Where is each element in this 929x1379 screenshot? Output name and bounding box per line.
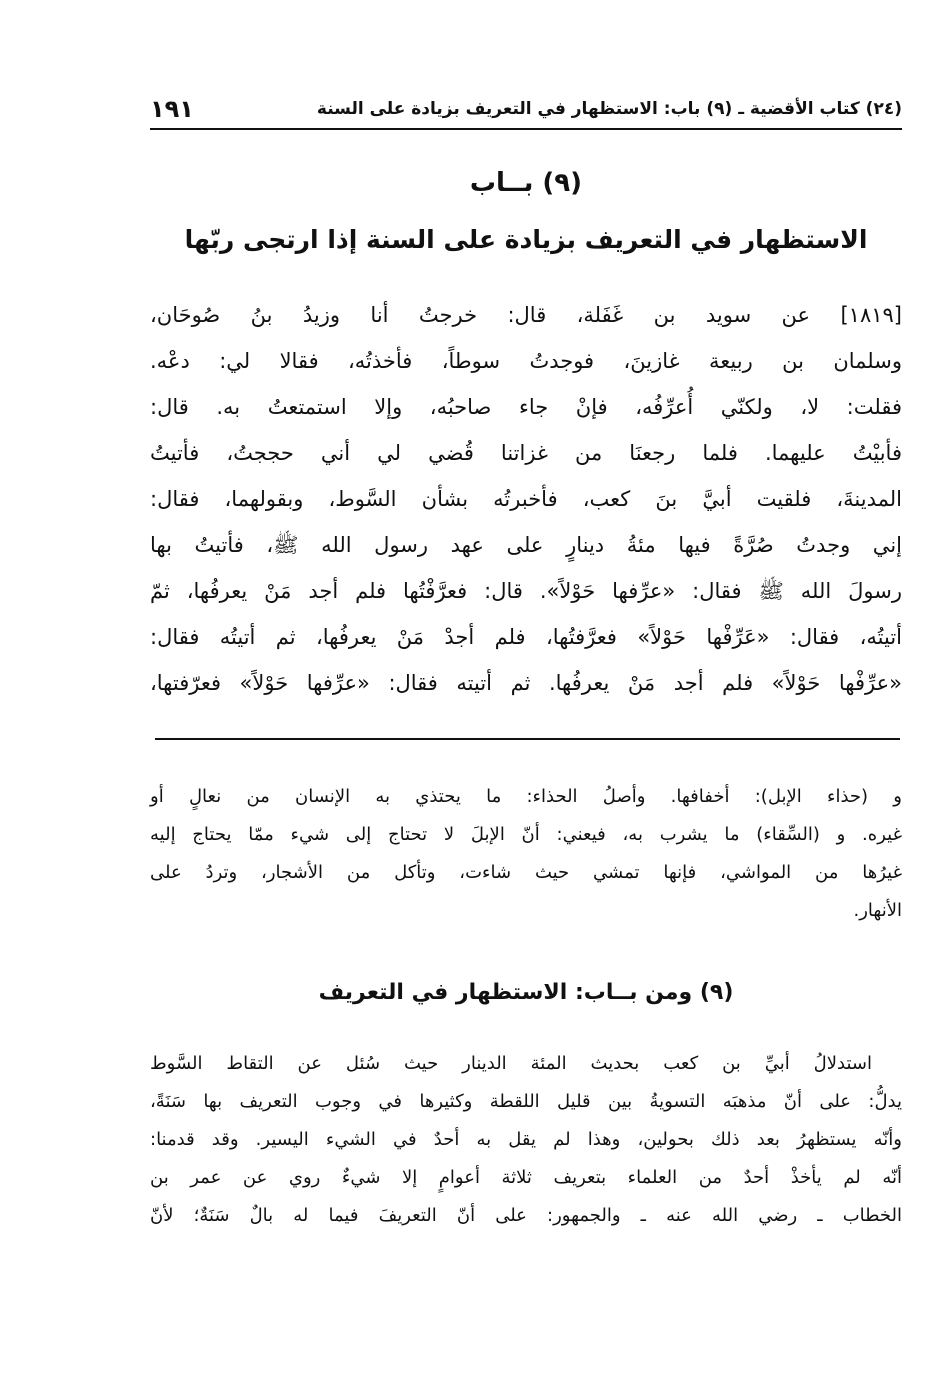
text-line: فأبيْتُ عليهما. فلما رجعنَا من غزاتنا قُضي لي أني حججتُ، فأتيتُ: [150, 441, 902, 465]
header-rule: [150, 128, 902, 130]
hadith-text: [150, 292, 902, 706]
text-line: فقلت: لا، ولكنّي أُعرِّفُه، فإنْ جاء صاحبُه، وإلا استمتعتُ به. قال:: [150, 395, 902, 419]
running-head: (٢٤) كتاب الأقضية ـ (٩) باب: الاستظهار في التعريف بزيادة على السنة: [316, 99, 902, 119]
section-title: (٩) ومن بــاب: الاستظهار في التعريف: [318, 980, 734, 1005]
commentary-line: الخطاب ـ رضي الله عنه ـ والجمهور: على أنّ التعريفَ فيما له بالٌ سَنَةٌ؛ لأنّ: [150, 1205, 902, 1226]
text-line: رسولَ الله ﷺ فقال: «عرِّفها حَوْلاً». قال: فعرَّفْتُها فلم أجد مَنْ يعرفُها، ثمّ: [150, 579, 902, 603]
page-number: ١٩١: [150, 95, 194, 123]
chapter-title: الاستظهار في التعريف بزيادة على السنة إذا ارتجى ربّها: [184, 225, 868, 254]
commentary-line: أنّه لم يأخذْ أحدٌ من العلماء بتعريف ثلاثة أعوامٍ إلا شيءٌ روي عن عمر بن: [150, 1167, 902, 1188]
section-separator: [155, 738, 900, 740]
text-line: وسلمان بن ربيعة غازينَ، فوجدتُ سوطاً، فأخذتُه، فقالا لي: دعْه.: [150, 349, 902, 373]
page-header: [150, 92, 902, 126]
chapter-label: (٩) بــاب: [469, 168, 583, 198]
text-line: [١٨١٩] عن سويد بن غَفَلة، قال: خرجتُ أنا وزيدُ بنُ صُوحَان،: [150, 303, 902, 327]
text-line: «عرِّفْها حَوْلاً» فلم أجد مَنْ يعرفُها. ثم أتيته فقال: «عرِّفها حَوْلاً» فعرّفتها،: [150, 671, 902, 695]
note-text: [150, 778, 902, 930]
commentary-line: استدلالُ أبيِّ بن كعب بحديث المئة الدينار حيث سُئل عن التقاط السَّوط: [150, 1053, 872, 1074]
note-line: الأنهار.: [853, 900, 902, 921]
commentary-line: يدلُّ: على أنّ مذهبَه التسويةُ بين قليل اللقطة وكثيرها في وجوب التعريف بها سَنَةً،: [150, 1091, 902, 1112]
text-line: المدينةَ، فلقيت أبيَّ بنَ كعب، فأخبرتُه بشأن السَّوط، وبقولهما، فقال:: [150, 487, 902, 511]
text-line: أتيتُه، فقال: «عَرِّفْها حَوْلاً» فعرَّفتُها، فلم أجدْ مَنْ يعرفُها، ثم أتيتُه فقال:: [150, 625, 902, 649]
note-line: غيرُها من المواشي، فإنها تمشي حيث شاءت، وتأكل من الأشجار، وتردُ على: [150, 862, 902, 883]
commentary-line: وأنّه يستظهرُ بعد ذلك بحولين، وهذا لم يقل به أحدٌ في الشيء اليسير. وقد قدمنا:: [150, 1129, 902, 1150]
text-line: إني وجدتُ صُرَّةً فيها مئةُ دينارٍ على عهد رسول الله ﷺ، فأتيتُ بها: [150, 533, 902, 557]
note-line: غيره. و (السِّقاء) ما يشرب به، فيعني: أنّ الإبلَ لا تحتاج إلى شيء ممّا يحتاج إليه: [150, 824, 902, 845]
commentary-text: [150, 1045, 902, 1235]
note-line: و (حذاء الإبل): أخفافها. وأصلُ الحذاء: ما يحتذي به الإنسان من نعالٍ أو: [150, 786, 902, 807]
